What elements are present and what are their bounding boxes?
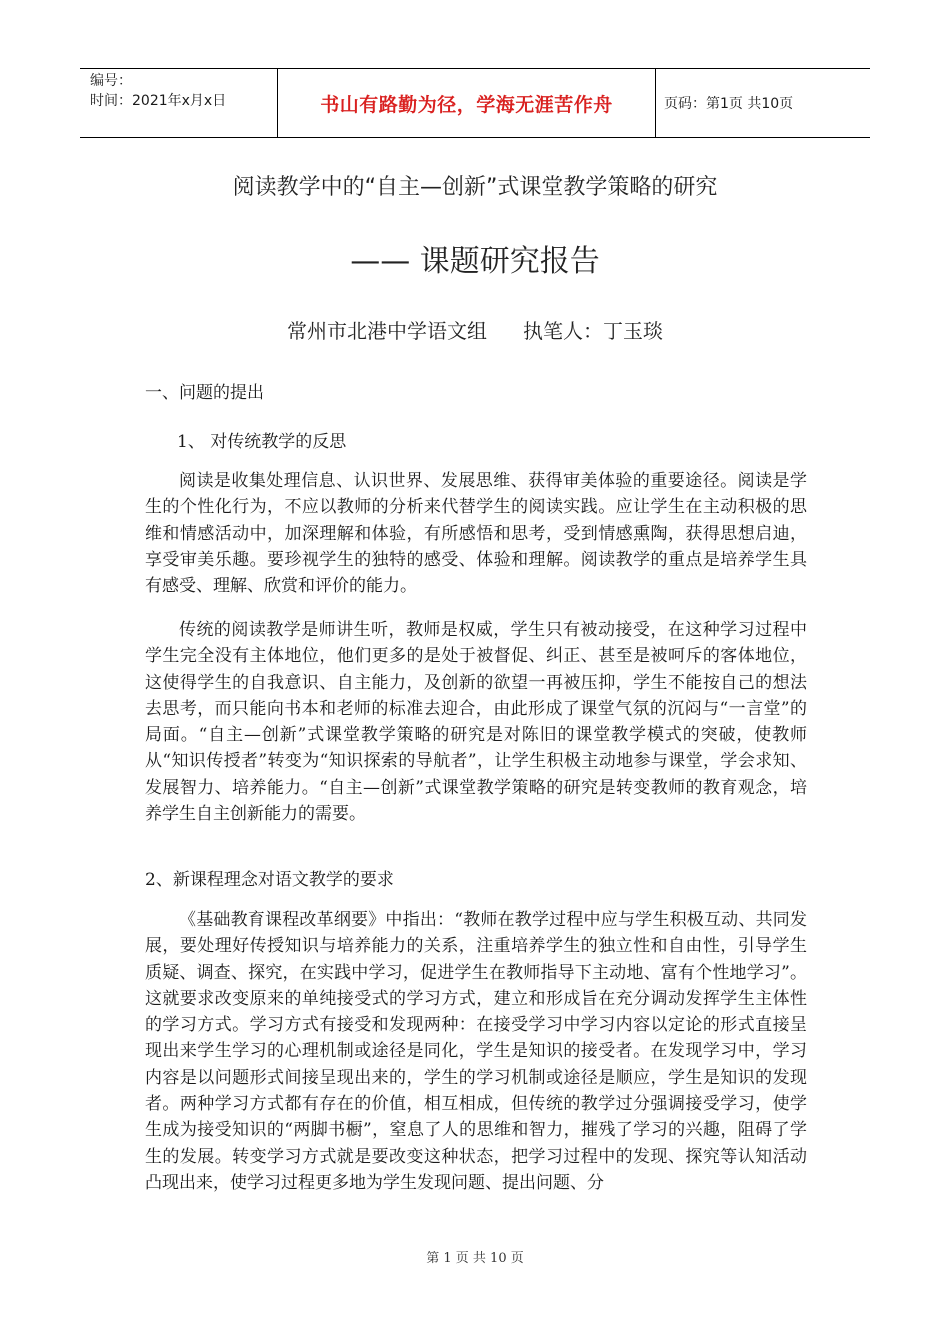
number-label: 编号： [90, 73, 132, 89]
document-subtitle: —— 课题研究报告 [350, 244, 600, 279]
page-info: 页码：第1页 共10页 [664, 96, 794, 112]
author-writer: 执笔人：丁玉琰 [523, 319, 663, 343]
page-footer: 第 1 页 共 10 页 [426, 1251, 524, 1266]
motto: 书山有路勤为径，学海无涯苦作舟 [320, 93, 613, 116]
header-meta [80, 69, 278, 137]
header-motto-cell [278, 69, 656, 137]
author-organization: 常州市北港中学语文组 [287, 319, 487, 343]
paragraph: 阅读是收集处理信息、认识世界、发展思维、获得审美体验的重要途径。阅读是学生的个性化行为，不应以教师的分析来代替学生的阅读实践。应让学生在主动积极的思维和情感活动中，加深理解和体验，有所感悟和思考，受到情感熏陶，获得思想启迪，享受审美乐趣。要珍视学生的独特的感受、体验和理解。阅读教学的重点是培养学生具有感受、理解、欣赏和评价的能力。 [145, 471, 807, 597]
subsection-heading-2: 2、新课程理念对语文教学的要求 [145, 870, 394, 890]
document-title: 阅读教学中的“自主—创新”式课堂教学策略的研究 [232, 175, 718, 200]
author-line [0, 315, 950, 344]
section-heading: 一、问题的提出 [145, 383, 264, 403]
paragraph: 《基础教育课程改革纲要》中指出：“教师在教学过程中应与学生积极互动、共同发展，要处理好传授知识与培养能力的关系，注重培养学生的独立性和自由性，引导学生质疑、调查、探究，在实践中学习，促进学生在教师指导下主动地、富有个性地学习”。这就要求改变原来的单纯接受式的学习方式，建立和形成旨在充分调动发挥学生主体性的学习方式。学习方式有接受和发现两种：在接受学习中学习内容以定论的形式直接呈现出来学生学习的心理机制或途径是同化，学生是知识的接受者。在发现学习中，学习内容是以问题形式间接呈现出来的，学生的学习机制或途径是顺应，学生是知识的发现者。两种学习方式都有存在的价值，相互相成，但传统的教学过分强调接受学习，使学生成为接受知识的“两脚书橱”，窒息了人的思维和智力，摧残了学习的兴趣，阻碍了学生的发展。转变学习方式就是要改变这种状态，把学习过程中的发现、探究等认知活动凸现出来，使学习过程更多地为学生发现问题、提出问题、分 [145, 910, 807, 1193]
time-label: 时间：2021年x月x日 [90, 93, 227, 109]
subsection-heading-1: 1、 对传统教学的反思 [177, 432, 347, 452]
paragraph: 传统的阅读教学是师讲生听，教师是权威，学生只有被动接受，在这种学习过程中学生完全没有主体地位，他们更多的是处于被督促、纠正、甚至是被呵斥的客体地位，这使得学生的自我意识、自主能力，及创新的欲望一再被压抑，学生不能按自己的想法去思考，而只能向书本和老师的标准去迎合，由此形成了课堂气氛的沉闷与“一言堂”的局面。“自主—创新”式课堂教学策略的研究是对陈旧的课堂教学模式的突破，使教师从“知识传授者”转变为“知识探索的导航者”，让学生积极主动地参与课堂，学会求知、发展智力、培养能力。“自主—创新”式课堂教学策略的研究是转变教师的教育观念，培养学生自主创新能力的需要。 [145, 620, 807, 825]
header-page-info [656, 69, 870, 137]
page-header [80, 68, 870, 138]
